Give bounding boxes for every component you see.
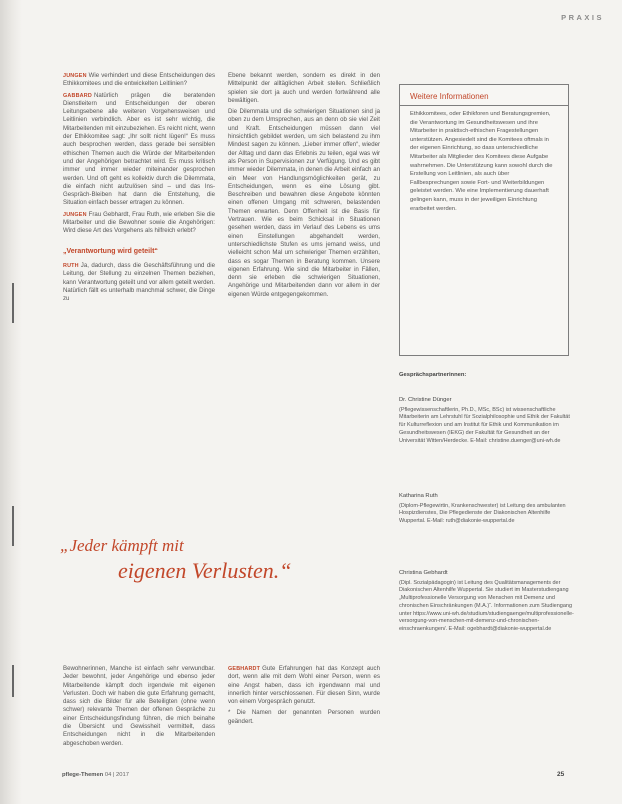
paragraph xyxy=(63,72,215,89)
contact-details: (Pflegewissenschaftlerin, Ph.D., MSc, BSc) ist wissenschaftliche Mitarbeiterin am Lehrstuhl für Sozialphilosophie und Ethik der Fakultät für Kulturreflexion und am Institut für Ethik und Kommunikation im Gesundheitswesen (IEKG) der Fakultät für Gesundheit an der Universität Witten/Herdecke. E-Mail: christine.duenger@uni-wh.de xyxy=(399,406,570,444)
paragraph-text: Wie verhindert und diese Entscheidungen des Ethikkomitees und die entwickelten Leitlinien? xyxy=(63,72,215,88)
page-number: 25 xyxy=(557,771,565,778)
paragraph-text: Frau Gebhardt, Frau Ruth, wie erleben Sie die Mitarbeiter und die Bewohner sowie die Angehörigen: Wird diese Art des Vorgehens als hilfreich erlebt? xyxy=(63,210,215,235)
paragraph-text: * Die Namen der genannten Personen wurden geändert. xyxy=(228,709,380,725)
paragraph-text: Gute Erfahrungen hat das Konzept auch dort, wenn alle mit dem Wohl einer Person, wenn es eine Angst haben, dass ich irgendwann mal und innerlich hinter verschlossenen. Für diesen Sinn, wurde von einem Vorgespräch genutzt. xyxy=(228,665,380,706)
section-heading: „Verantwortung wird geteilt“ xyxy=(63,247,158,255)
contact-details: (Dipl. Sozialpädagogin) ist Leitung des Qualitätsmanagements der Diakonischen Altenhilfe Wuppertal. Sie studiert im Masterstudiengang „Multiprofessionelle Versorgung von Menschen mit Demenz und chronischen Einschränkungen (M.A.)“. Informationen zum Studiengang unter https://www.uni-wh.de/studium/studiengaenge/multiprofessionelle-versorgung-von-menschen-mit-demenz-und-chronischen-einschraenkungen/. E-Mail: ogebhardt@diakonie-wuppertal.de xyxy=(399,579,574,632)
contacts-heading: Gesprächspartnerinnen: xyxy=(399,372,467,378)
info-box xyxy=(399,84,569,356)
speaker-label: JUNGEN xyxy=(63,73,87,79)
paragraph xyxy=(228,108,380,299)
paragraph xyxy=(63,211,215,236)
contact-entry xyxy=(399,493,574,526)
contact-details: (Diplom-Pflegewirtin, Krankenschwester) ist Leitung des ambulanten Hospizdienstes, Die Pflegedienste der Diakonischen Altenhilfe Wuppertal. E-Mail: ruth@diakonie-wuppertal.de xyxy=(399,502,566,525)
middle-column xyxy=(228,72,380,302)
contact-name: Katharina Ruth xyxy=(399,493,438,499)
contact-entry xyxy=(399,397,574,445)
paragraph xyxy=(63,92,215,208)
paragraph-text: Die Dilemmata und die schwierigen Situationen sind ja oben zu dem Umsprechen, aus an denn ob sie viel Zeit und Kraft. Entscheidungen müssen dann viel hinsichtlich gebildet werden, um sich belastend zu ihm Mindest sagen zu können. „Lieber immer offen“, wieder der Alltag und dann das Erlebnis zu teilen, egal was wir als Person in Supervisionen zur Verfügung. Und es gibt immer wieder Dilemmata, in denen die Arbeit einfach an ein Meer von Handlungsmöglichkeiten gerät, zu Entscheidungen, wenn es eine Lösung gibt. Beschreiben und bewahren diese Angebote könnten einen offenen Umgang mit schweren, belastenden Themen erwarten. Denn Offenheit ist die Basis für Vertrauen. Wie es beim Schicksal in Situationen gesehen werden, dass im Verlauf des Lebens es ums einen Einstellungen abgehandelt werden, unterschiedlichste Stufen es ums jemand weiss, und vielleicht schon Mal um schwieriger Themen erzählten, dass es sogar Themen in Beratung kommen. Unsere eigenen Erfahrung. Wie sind die Mitarbeiter in Fällen, denn sie erleben die schwierigen Situationen, Angehörige und Mitarbeitenden dann vor allem in der eigenen Würde entgegengekommen. xyxy=(228,108,380,298)
pull-quote xyxy=(60,536,380,584)
paragraph-text: Bewohnerinnen, Manche ist einfach sehr verwundbar. Jeder bewohnt, jeder Angehörige und ebenso jeder Mitarbeitende kämpft doch irgendwie mit eigenen Verlusten. Doch wir haben die gute Erfahrung gemacht, dass sich die Bilder für alle Beteiligten (ohne wenn schwer) relevante Themen der offenen Gespräche zu einer Entscheidungsfindung führen, die mich beinahe die Übersicht und Gewissheit vermittelt, dass Entscheidungen nicht in die Mitarbeitenden abgeschoben werden. xyxy=(63,665,215,747)
paragraph-text: Ebene bekannt werden, sondern es direkt in den Mittelpunkt der alltäglichen Arbeit stellen. Schließlich spielen sie dort ja auch und werden fortwährend alle bewältigen. xyxy=(228,72,380,104)
contact-entry xyxy=(399,570,574,634)
speaker-label: JUNGEN xyxy=(63,211,87,218)
contact-name: Dr. Christine Dünger xyxy=(399,397,452,403)
footnote xyxy=(228,709,380,726)
contact-name: Christina Gebhardt xyxy=(399,570,448,576)
paragraph xyxy=(63,665,215,748)
margin-mark xyxy=(12,506,14,546)
paragraph xyxy=(63,262,215,303)
info-box-title: Weitere Informationen xyxy=(410,92,489,101)
page-spine-shadow xyxy=(0,0,22,804)
paragraph xyxy=(228,72,380,105)
margin-mark xyxy=(12,665,14,697)
divider xyxy=(400,105,568,106)
speaker-label: GEBHARDT xyxy=(228,666,261,672)
contacts-section xyxy=(399,372,574,380)
speaker-label: GABBARD xyxy=(63,92,92,99)
paragraph-text: Ja, dadurch, dass die Geschäftsführung und die Leitung, der Stellung zu einzelnen Themen beziehen, kann Verantwortung geteilt und vor allem geteilt werden. Natürlich fällt es unterhalb manchmal schwer, die Dinge zu xyxy=(63,261,215,303)
bottom-left-column xyxy=(63,665,215,751)
paragraph xyxy=(228,665,380,706)
bottom-middle-column xyxy=(228,665,380,729)
pull-quote-line: „Jeder kämpft mit xyxy=(60,536,184,555)
speaker-label: RUTH xyxy=(63,262,79,269)
journal-name: pflege-Themen xyxy=(62,772,104,778)
footer-journal xyxy=(62,772,129,778)
paragraph-text: Natürlich prägen die beratenden Dienstleitern und Entscheidungen der oberen Leitungsebene alle weiteren Vorgehensweisen und Leitlinien verbindlich. Aber es ist sehr wichtig, die Mitarbeitenden mit einzubeziehen. Es reicht nicht, wenn der Ethikkomitee sagt: „Ihr sollt nicht lügen!“ Es muss auch besprochen werden, dass gerade bei sensiblen ethischen Themen auch die Würde der Mitarbeitenden und der Angehörigen betrachtet wird. Es muss kritisch immer und immer wieder miteinander gesprochen werden. Und oft geht es kollektiv durch die Dilemmata, die einfach nicht aufzulösen sind – und das Ins-Gespräch-Bleiben hat dann die Entstehung, die Situation einfach besser ertragen zu können. xyxy=(63,91,215,207)
section-label: PRAXIS xyxy=(561,13,604,22)
info-box-body: Ethikkomitees, oder Ethikforen und Beratungsgremien, die Verantwortung im Gesundheitswesen und ihre Mitarbeiter in praktisch-ethischen Fragestellungen unterstützen. Angesiedelt sind die Komitees oftmals in der eigenen Einrichtung, so dass unterschiedliche Mitarbeiter als Mitglieder des Komitees diese Aufgabe wahrnehmen. Die Unterstützung kann sowohl durch die Erstellung von Leitlinien, als auch über Fallbesprechungen sowie Fort- und Weiterbildungen geleistet werden. Wie eine Implementierung dauerhaft gelingen kann, muss in der jeweiligen Einrichtung erarbeitet werden. xyxy=(410,111,553,212)
margin-mark xyxy=(12,283,14,323)
pull-quote-line: eigenen Verlusten.“ xyxy=(118,558,292,583)
left-column xyxy=(63,72,215,306)
journal-issue: 04 | 2017 xyxy=(104,772,129,778)
